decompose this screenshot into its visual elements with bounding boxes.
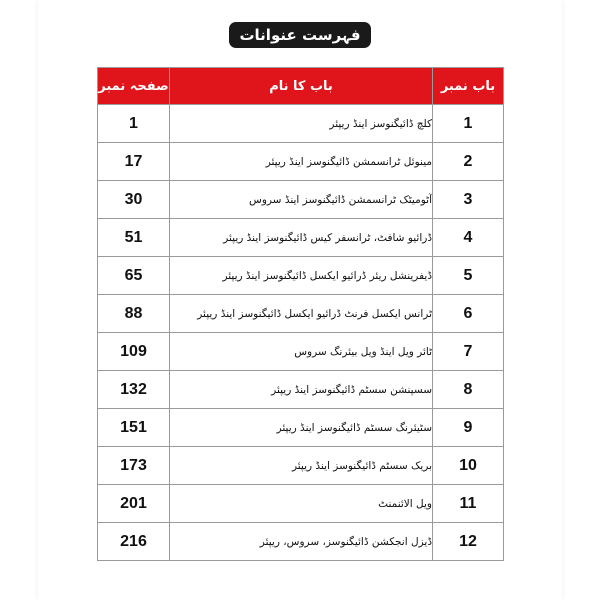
chapter-title-cell: سسپنشن سسٹم ڈائیگنوسز اینڈ ریپئر [170,371,433,409]
chapter-number-cell: 2 [433,143,504,181]
table-header-row [98,68,504,105]
page-number-cell: 201 [98,485,170,523]
chapter-title-cell: بریک سسٹم ڈائیگنوسز اینڈ ریپئر [170,447,433,485]
page-number-cell: 132 [98,371,170,409]
page-title: فہرست عنوانات [229,22,370,48]
page-number-cell: 109 [98,333,170,371]
table-row [98,371,504,409]
table-row [98,105,504,143]
page-number-cell: 65 [98,257,170,295]
page-number-cell: 30 [98,181,170,219]
chapter-title-cell: کلچ ڈائیگنوسز اینڈ ریپئر [170,105,433,143]
page-number-cell: 88 [98,295,170,333]
chapter-title-cell: مینوئل ٹرانسمشن ڈائیگنوسز اینڈ ریپئر [170,143,433,181]
chapter-number-cell: 6 [433,295,504,333]
table-row [98,143,504,181]
chapter-title-cell: ویل الائنمنٹ [170,485,433,523]
header-chapter-number: باب نمبر [433,68,504,105]
toc-table [97,67,504,561]
page-number-cell: 51 [98,219,170,257]
chapter-title-cell: ڈیزل انجکشن ڈائیگنوسز، سروس، ریپئر [170,523,433,561]
table-row [98,333,504,371]
table-row [98,447,504,485]
page-number-cell: 1 [98,105,170,143]
chapter-title-cell: آٹومیٹک ٹرانسمشن ڈائیگنوسز اینڈ سروس [170,181,433,219]
page-number-cell: 173 [98,447,170,485]
chapter-number-cell: 4 [433,219,504,257]
table-row [98,485,504,523]
table-row [98,181,504,219]
chapter-number-cell: 7 [433,333,504,371]
table-row [98,219,504,257]
table-row [98,523,504,561]
chapter-title-cell: ٹرانس ایکسل فرنٹ ڈرائیو ایکسل ڈائیگنوسز اینڈ ریپئر [170,295,433,333]
table-row [98,409,504,447]
chapter-title-cell: ڈیفرینشل ریئر ڈرائیو ایکسل ڈائیگنوسز اینڈ ریپئر [170,257,433,295]
page-number-cell: 151 [98,409,170,447]
chapter-number-cell: 9 [433,409,504,447]
heading-wrap [0,22,600,48]
chapter-title-cell: سٹیئرنگ سسٹم ڈائیگنوسز اینڈ ریپئر [170,409,433,447]
chapter-number-cell: 8 [433,371,504,409]
chapter-number-cell: 1 [433,105,504,143]
chapter-number-cell: 11 [433,485,504,523]
header-page-number: صفحہ نمبر [98,68,170,105]
chapter-title-cell: ڈرائیو شافٹ، ٹرانسفر کیس ڈائیگنوسز اینڈ ریپئر [170,219,433,257]
page-number-cell: 17 [98,143,170,181]
chapter-number-cell: 12 [433,523,504,561]
table-row [98,295,504,333]
page-number-cell: 216 [98,523,170,561]
chapter-title-cell: ٹائر ویل اینڈ ویل بیئرنگ سروس [170,333,433,371]
table-row [98,257,504,295]
chapter-number-cell: 5 [433,257,504,295]
header-chapter-title: باب کا نام [170,68,433,105]
chapter-number-cell: 10 [433,447,504,485]
chapter-number-cell: 3 [433,181,504,219]
